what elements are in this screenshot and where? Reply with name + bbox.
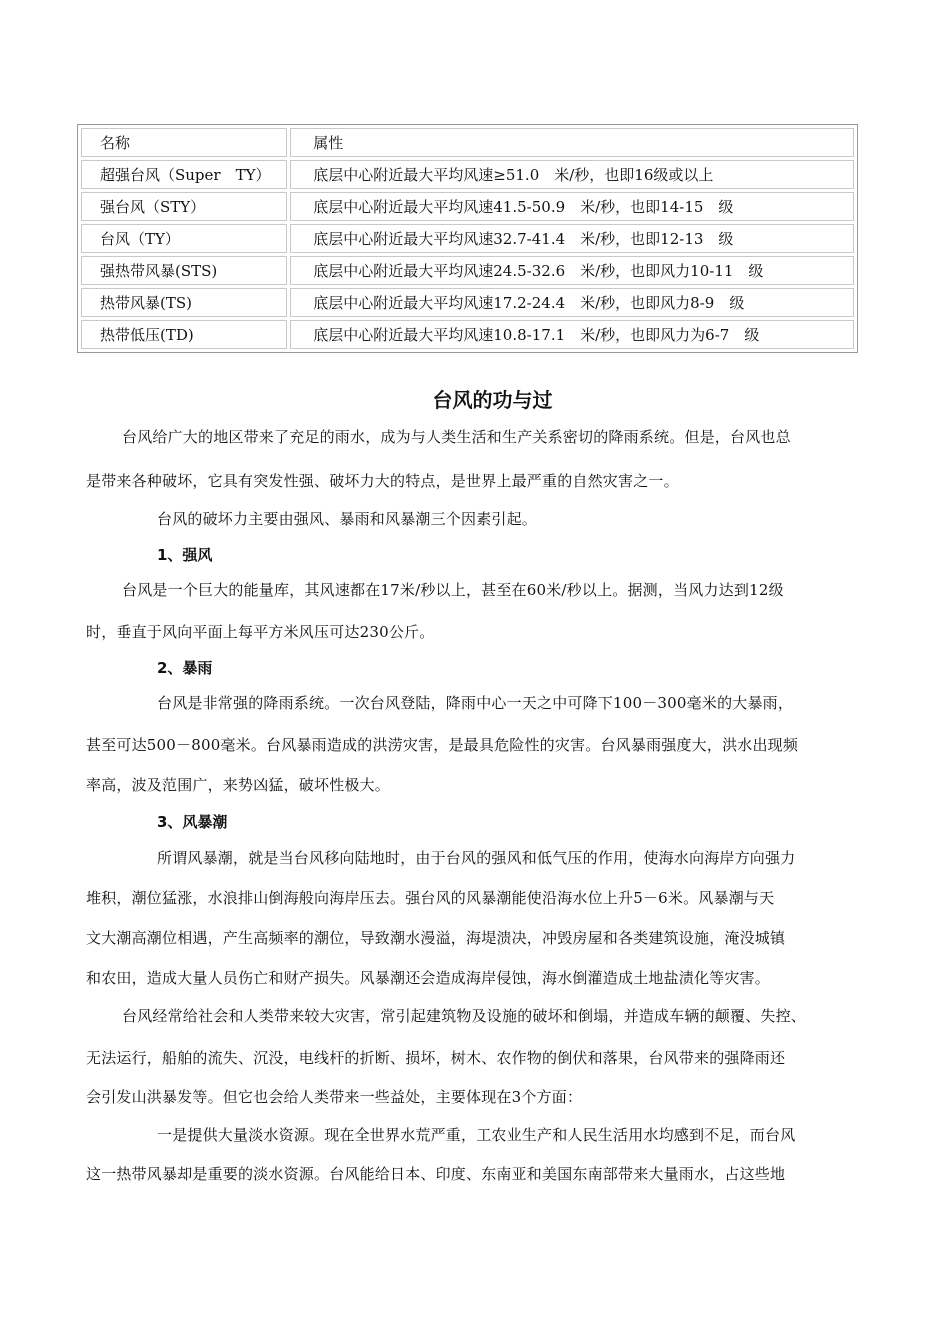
header-attr-cell: 属性 bbox=[290, 128, 854, 157]
paragraph-line: 一是提供大量淡水资源。现在全世界水荒严重，工农业生产和人民生活用水均感到不足，而台风 bbox=[157, 1126, 796, 1144]
row-attr-cell: 底层中心附近最大平均风速≥51.0 米/秒，也即16级或以上 bbox=[290, 160, 854, 189]
table-row bbox=[81, 256, 854, 285]
paragraph-line: 台风给广大的地区带来了充足的雨水，成为与人类生活和生产关系密切的降雨系统。但是，台风也总 bbox=[122, 428, 791, 446]
paragraph-line: 台风是非常强的降雨系统。一次台风登陆，降雨中心一天之中可降下100－300毫米的大暴雨， bbox=[157, 694, 794, 712]
row-name-cell: 超强台风（Super TY） bbox=[81, 160, 287, 189]
table-row bbox=[81, 320, 854, 349]
paragraph-line: 会引发山洪暴发等。但它也会给人类带来一些益处，主要体现在3个方面： bbox=[86, 1088, 583, 1106]
section-heading-storm-surge: 3、风暴潮 bbox=[157, 813, 228, 831]
paragraph-line: 无法运行，船舶的流失、沉没，电线杆的折断、损坏，树木、农作物的倒伏和落果，台风带来的强降雨还 bbox=[86, 1049, 786, 1067]
table-row bbox=[81, 160, 854, 189]
article-title: 台风的功与过 bbox=[432, 388, 553, 412]
row-attr-cell: 底层中心附近最大平均风速17.2-24.4 米/秒，也即风力8-9 级 bbox=[290, 288, 854, 317]
row-name-cell: 台风（TY） bbox=[81, 224, 287, 253]
paragraph-line: 是带来各种破坏，它具有突发性强、破坏力大的特点，是世界上最严重的自然灾害之一。 bbox=[86, 472, 679, 490]
paragraph-line: 文大潮高潮位相遇，产生高频率的潮位，导致潮水漫溢，海堤溃决，冲毁房屋和各类建筑设施，淹没城镇 bbox=[86, 929, 786, 947]
table-row bbox=[81, 192, 854, 221]
paragraph-line: 堆积，潮位猛涨，水浪排山倒海般向海岸压去。强台风的风暴潮能使沿海水位上升5－6米。风暴潮与天 bbox=[86, 889, 775, 907]
paragraph-line: 率高，波及范围广，来势凶猛，破坏性极大。 bbox=[86, 776, 391, 794]
section-heading-strong-wind: 1、强风 bbox=[157, 546, 213, 564]
paragraph-line: 所谓风暴潮，就是当台风移向陆地时，由于台风的强风和低气压的作用，使海水向海岸方向强力 bbox=[157, 849, 796, 867]
table-row bbox=[81, 288, 854, 317]
paragraph-line: 台风是一个巨大的能量库，其风速都在17米/秒以上，甚至在60米/秒以上。据测，当风力达到12级 bbox=[122, 581, 784, 599]
row-attr-cell: 底层中心附近最大平均风速24.5-32.6 米/秒，也即风力10-11 级 bbox=[290, 256, 854, 285]
paragraph-line: 和农田，造成大量人员伤亡和财产损失。风暴潮还会造成海岸侵蚀，海水倒灌造成土地盐渍化等灾害。 bbox=[86, 969, 771, 987]
table-row bbox=[81, 224, 854, 253]
row-attr-cell: 底层中心附近最大平均风速41.5-50.9 米/秒，也即14-15 级 bbox=[290, 192, 854, 221]
typhoon-classification-table bbox=[77, 124, 858, 353]
paragraph-line: 台风经常给社会和人类带来较大灾害，常引起建筑物及设施的破坏和倒塌，并造成车辆的颠覆、失控、 bbox=[122, 1007, 807, 1025]
table-header-row bbox=[81, 128, 854, 157]
paragraph-line: 台风的破坏力主要由强风、暴雨和风暴潮三个因素引起。 bbox=[157, 510, 538, 528]
row-name-cell: 强热带风暴(STS) bbox=[81, 256, 287, 285]
paragraph-line: 甚至可达500－800毫米。台风暴雨造成的洪涝灾害，是最具危险性的灾害。台风暴雨强度大，洪水出现频 bbox=[86, 736, 799, 754]
row-name-cell: 热带低压(TD) bbox=[81, 320, 287, 349]
row-attr-cell: 底层中心附近最大平均风速32.7-41.4 米/秒，也即12-13 级 bbox=[290, 224, 854, 253]
paragraph-line: 这一热带风暴却是重要的淡水资源。台风能给日本、印度、东南亚和美国东南部带来大量雨水，占这些地 bbox=[86, 1165, 786, 1183]
header-name-cell: 名称 bbox=[81, 128, 287, 157]
section-heading-rainstorm: 2、暴雨 bbox=[157, 659, 213, 677]
row-attr-cell: 底层中心附近最大平均风速10.8-17.1 米/秒，也即风力为6-7 级 bbox=[290, 320, 854, 349]
row-name-cell: 热带风暴(TS) bbox=[81, 288, 287, 317]
paragraph-line: 时，垂直于风向平面上每平方米风压可达230公斤。 bbox=[86, 623, 435, 641]
row-name-cell: 强台风（STY） bbox=[81, 192, 287, 221]
